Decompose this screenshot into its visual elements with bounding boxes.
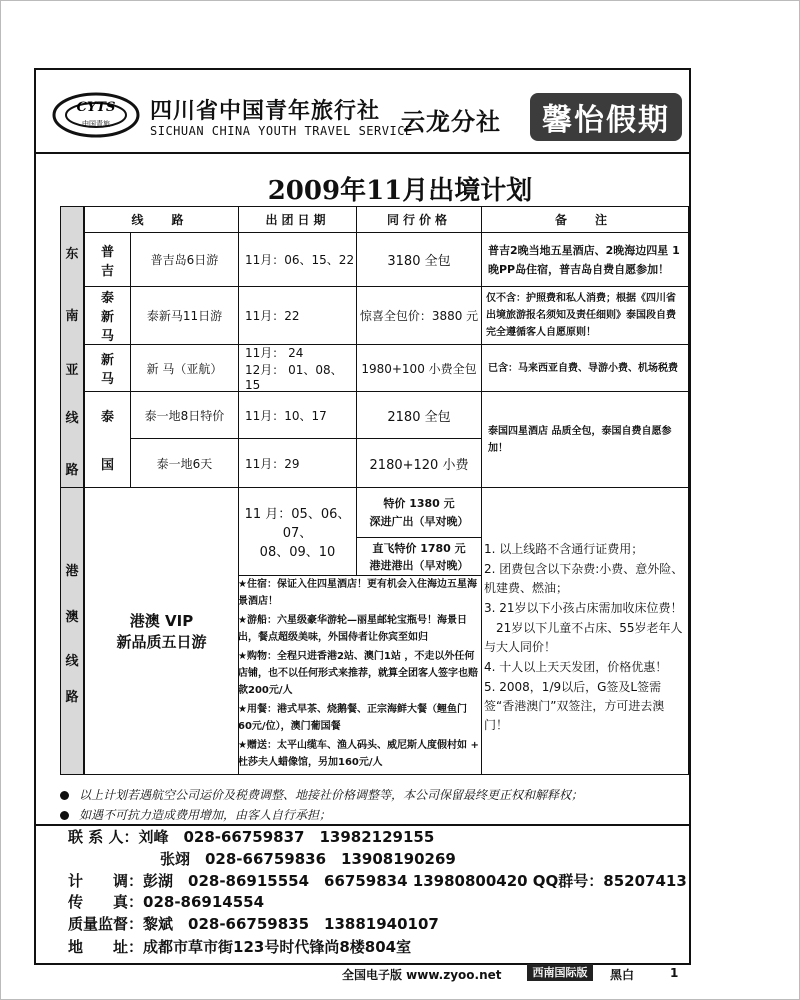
remark-cell: 已含：马来西亚自费、导游小费、机场税费 (481, 344, 689, 392)
country-cell: 普 吉 (84, 232, 131, 287)
list-item: 3. 21岁以下小孩占床需加收床位费！ (484, 601, 683, 615)
region-southeast-asia (60, 206, 84, 488)
region-char: 澳 (65, 610, 79, 625)
planner-line: 计 调：彭湖 028-86915554 66759834 13980800420 QQ群号：85207413 (68, 872, 687, 890)
header-dates: 出团日期 (238, 206, 357, 233)
route-cell: 普吉岛6日游 (130, 232, 239, 287)
dates-cell: 11月：10、17 (238, 391, 357, 439)
page-title: 2009年11月出境计划 (267, 176, 533, 206)
list-item: ★赠送：太平山缆车、渔人码头、威尼斯人度假村如 + 杜莎夫人蜡像馆，另加160元/人 (238, 740, 479, 768)
list-item: ★游船：六星级豪华游轮—丽星邮轮宝瓶号！海景日出，餐点超级美味，外国侍者让你宾至如归 (238, 615, 467, 643)
fax-line: 传 真：028-86914554 (68, 893, 265, 911)
dates-cell: 11月：29 (238, 438, 357, 488)
page-number: 1 (670, 966, 679, 980)
region-char: 南 (65, 309, 79, 324)
region-char: 路 (65, 463, 79, 478)
price-cell: 1980+100 小费全包 (356, 344, 482, 392)
brand-badge: 馨怡假期 (530, 93, 682, 141)
route-cell: 泰一地8日特价 (130, 391, 239, 439)
list-item: ★住宿：保证入住四星酒店！更有机会入住海边五星海景酒店！ (238, 579, 477, 607)
bottom-bar (0, 964, 800, 984)
route-cell: 泰一地6天 (130, 438, 239, 488)
list-item: 1. 以上线路不含通行证费用； (484, 542, 644, 556)
price-cell: 2180+120 小费 (356, 438, 482, 488)
list-item: ★用餐：港式早茶、烧鹅餐、正宗海鲜大餐（鲤鱼门60元/位），澳门葡国餐 (238, 704, 467, 732)
list-item: 5. 2008，1/9以后，G签及L签需签“香港澳门”双签注，方可进去澳门！ (484, 680, 665, 732)
company-name-cn: 四川省中国青年旅行社 (150, 99, 381, 124)
country-cell: 泰 国 (84, 391, 131, 488)
edition-label: 全国电子版 www.zyoo.net (342, 968, 502, 982)
header-price: 同行价格 (356, 206, 482, 233)
footnote-2: 如遇不可抗力造成费用增加，由客人自行承担； (60, 806, 331, 823)
quality-line: 质量监督：黎斌 028-66759835 13881940107 (68, 915, 439, 933)
dates-cell: 11月：22 (238, 286, 357, 345)
hk-package-list (238, 576, 481, 773)
remark-cell: 普吉2晚当地五星酒店、2晚海边四星 1晚PP岛住宿，普吉岛自费自愿参加！ (481, 232, 689, 287)
price-cell: 2180 全包 (356, 391, 482, 439)
route-cell: 泰新马11日游 (130, 286, 239, 345)
price-cell-hk-2: 直飞特价 1780 元 港进港出（早对晚） (356, 537, 482, 576)
contact-line-2: 张翊 028-66759836 13908190269 (160, 850, 456, 868)
header-remarks: 备 注 (481, 206, 689, 233)
svg-text:中国青旅: 中国青旅 (82, 120, 110, 128)
region-char: 东 (65, 247, 79, 262)
route-cell-hk: 港澳 VIP 新品质五日游 (84, 487, 239, 775)
dates-cell: 11月：06、15、22 (238, 232, 357, 287)
remark-cell: 泰国四星酒店 品质全包，泰国自费自愿参加！ (481, 391, 689, 488)
list-item: 2. 团费包含以下杂费:小费、意外险、机建费、燃油； (484, 562, 684, 595)
branch-name: 云龙分社 (401, 107, 501, 136)
price-cell: 3180 全包 (356, 232, 482, 287)
price-cell-hk-1: 特价 1380 元 深进广出（早对晚） (356, 487, 482, 538)
list-item: 4. 十人以上天天发团，价格优惠！ (484, 660, 668, 674)
section-badge: 西南国际版 (527, 964, 593, 981)
region-char: 路 (65, 690, 79, 705)
hk-notes (484, 540, 688, 736)
header-route: 线 路 (84, 206, 239, 233)
region-char: 港 (65, 564, 79, 579)
country-cell: 新 马 (84, 344, 131, 392)
region-char: 亚 (65, 363, 79, 378)
address-line: 地 址：成都市草市街123号时代锋尚8楼804室 (68, 938, 412, 956)
dates-cell: 11月： 24 12月： 01、08、15 (238, 344, 357, 392)
country-cell: 泰 新 马 (84, 286, 131, 345)
color-label: 黑白 (610, 968, 635, 982)
remark-cell: 仅不含：护照费和私人消费；根据《四川省出境旅游报名须知及责任细则》泰国段自费完全遵循客人自愿原则！ (481, 286, 689, 345)
bullet-icon (60, 791, 69, 800)
region-hk-macau (60, 487, 84, 775)
list-item: ★购物：全程只进香港2站、澳门1站 ，不走以外任何店铺，也不以任何形式来推荐，就算全团客人签字也赔款200元/人 (238, 651, 478, 696)
region-char: 线 (65, 654, 79, 669)
footnote-1: 以上计划若遇航空公司运价及税费调整、地接社价格调整等，本公司保留最终更正权和解释权； (60, 786, 583, 803)
route-cell: 新 马（亚航） (130, 344, 239, 392)
header-divider (36, 152, 689, 154)
company-name-en: SICHUAN CHINA YOUTH TRAVEL SERVICE (150, 124, 413, 138)
dates-cell-hk: 11 月：05、06、07、 08、09、10 (238, 487, 357, 576)
company-logo (52, 92, 140, 138)
svg-text:CYTS: CYTS (76, 100, 116, 115)
price-cell: 惊喜全包价：3880 元 (356, 286, 482, 345)
list-item: 21岁以下儿童不占床、55岁老年人与大人同价！ (484, 621, 683, 654)
bullet-icon (60, 811, 69, 820)
region-char: 线 (65, 411, 79, 426)
contact-line-1: 联 系 人：刘峰 028-66759837 13982129155 (68, 828, 435, 846)
